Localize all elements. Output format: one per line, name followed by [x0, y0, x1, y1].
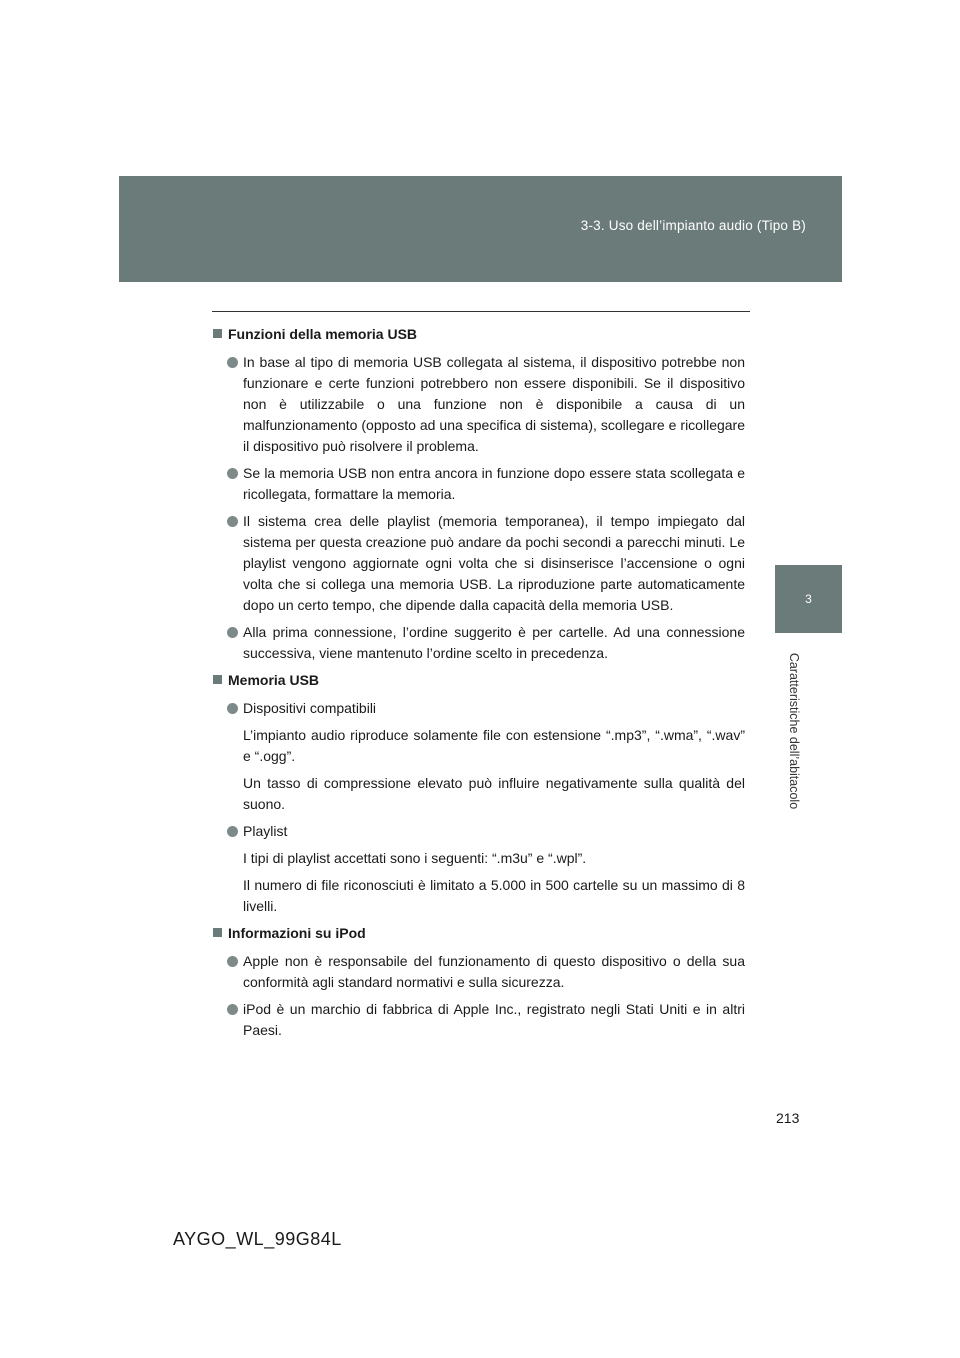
- bullet-paragraph: iPod è un marchio di fabbrica di Apple Inc., registrato negli Stati Uniti e in altri Paesi.: [243, 1001, 745, 1038]
- circle-bullet-icon: [227, 956, 238, 967]
- top-rule: [212, 311, 750, 312]
- bullet-item: [213, 999, 745, 1041]
- bullet-item: [213, 951, 745, 993]
- section-heading-text: Memoria USB: [228, 672, 320, 688]
- circle-bullet-icon: [227, 516, 238, 527]
- section-heading: [213, 923, 745, 944]
- bullet-item: [213, 821, 745, 917]
- circle-bullet-icon: [227, 1004, 238, 1015]
- bullet-paragraph: L’impianto audio riproduce solamente file con estensione “.mp3”, “.wma”, “.wav” e “.ogg”.: [243, 727, 745, 764]
- bullet-paragraph: Dispositivi compatibili: [243, 700, 377, 716]
- section-heading-text: Funzioni della memoria USB: [228, 326, 418, 342]
- section-heading-text: Informazioni su iPod: [228, 925, 366, 941]
- chapter-number: 3: [805, 592, 812, 606]
- bullet-paragraph: Il sistema crea delle playlist (memoria temporanea), il tempo impiegato dal sistema per questa creazione può andare da pochi secondi a parecchi minuti. Le playlist vengono aggiornate ogni volta che si disinserisce l’accensione o ogni volta che si collega una memoria USB. La riproduzione parte automaticamente dopo un certo tempo, che dipende dalla capacità della memoria USB.: [243, 513, 745, 613]
- bullet-paragraph: I tipi di playlist accettati sono i seguenti: “.m3u” e “.wpl”.: [243, 850, 587, 866]
- bullet-paragraph: Alla prima connessione, l’ordine suggerito è per cartelle. Ad una connessione successiva, viene mantenuto l’ordine scelto in precedenza.: [243, 624, 745, 661]
- section-heading: [213, 670, 745, 691]
- section-title: 3-3. Uso dell’impianto audio (Tipo B): [580, 218, 806, 233]
- bullet-text: [243, 999, 745, 1041]
- circle-bullet-icon: [227, 703, 238, 714]
- bullet-item: [213, 463, 745, 505]
- circle-bullet-icon: [227, 826, 238, 837]
- square-bullet-icon: [213, 329, 222, 338]
- bullet-paragraph: Apple non è responsabile del funzionamento di questo dispositivo o della sua conformità agli standard normativi e sulla sicurezza.: [243, 953, 745, 990]
- square-bullet-icon: [213, 675, 222, 684]
- bullet-paragraph: Un tasso di compressione elevato può influire negativamente sulla qualità del suono.: [243, 775, 745, 812]
- document-code: AYGO_WL_99G84L: [173, 1229, 342, 1249]
- bullet-paragraph: Playlist: [243, 823, 288, 839]
- circle-bullet-icon: [227, 468, 238, 479]
- bullet-item: [213, 511, 745, 616]
- bullet-paragraph: Se la memoria USB non entra ancora in funzione dopo essere stata scollegata e ricollegata, formattare la memoria.: [243, 465, 745, 502]
- chapter-title: Caratteristiche dell’abitacolo: [787, 652, 801, 810]
- header-band: [119, 176, 842, 282]
- bullet-item: [213, 698, 745, 815]
- bullet-text: [243, 511, 745, 616]
- bullet-text: [243, 821, 745, 917]
- content: [213, 324, 745, 1047]
- chapter-side-label: [786, 636, 802, 826]
- bullet-text: [243, 698, 745, 815]
- square-bullet-icon: [213, 928, 222, 937]
- bullet-text: [243, 951, 745, 993]
- circle-bullet-icon: [227, 627, 238, 638]
- bullet-text: [243, 622, 745, 664]
- bullet-text: [243, 352, 745, 457]
- chapter-tab: [775, 565, 842, 633]
- page-number: 213: [776, 1110, 800, 1126]
- bullet-item: [213, 352, 745, 457]
- bullet-item: [213, 622, 745, 664]
- bullet-paragraph: In base al tipo di memoria USB collegata al sistema, il dispositivo potrebbe non funzionare e certe funzioni potrebbero non essere disponibili. Se il dispositivo non è utilizzabile o una funzione non è disponibile a causa di un malfunzionamento (opposto ad una specifica di sistema), scollegare e ricollegare il dispositivo può risolvere il problema.: [243, 354, 745, 454]
- section-heading: [213, 324, 745, 345]
- bullet-paragraph: Il numero di file riconosciuti è limitato a 5.000 in 500 cartelle su un massimo di 8 livelli.: [243, 877, 745, 914]
- bullet-text: [243, 463, 745, 505]
- circle-bullet-icon: [227, 357, 238, 368]
